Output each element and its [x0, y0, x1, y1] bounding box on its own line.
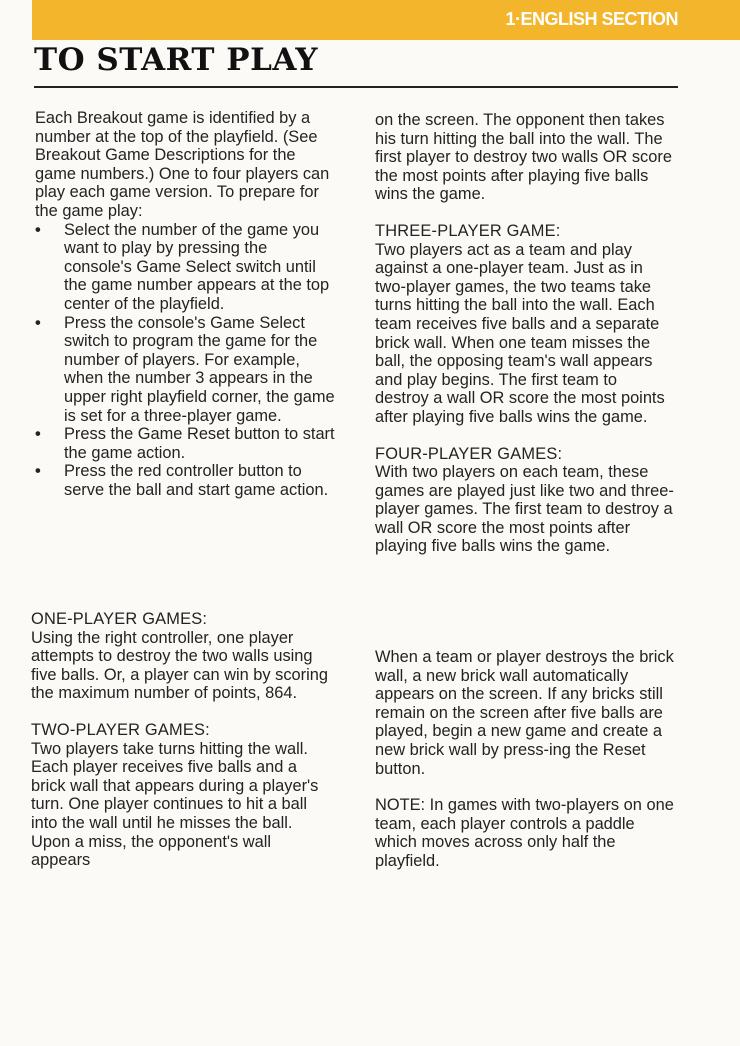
- page-title: TO START PLAY: [34, 42, 319, 78]
- one-player-heading: ONE-PLAYER GAMES:: [31, 610, 208, 628]
- new-wall-text: When a team or player destroys the brick wall, a new brick wall automatically appears on the screen. If any bricks still remain on the screen after five balls are played, begin a new game and create a new brick wall by press-ing the Reset button.: [375, 648, 674, 778]
- title-rule: [34, 86, 678, 88]
- intro-paragraph: Each Breakout game is identified by a number at the top of the playfield. (See Breakout Game Descriptions for the game numbers.) One to four players can play each game version. To prepare for the game play:: [35, 109, 330, 220]
- two-player-heading: TWO-PLAYER GAMES:: [31, 720, 210, 739]
- setup-steps-list: [35, 221, 335, 500]
- four-player-heading: FOUR-PLAYER GAMES:: [375, 444, 563, 463]
- section-label: 1·ENGLISH SECTION: [505, 9, 678, 29]
- two-player-continued: on the screen. The opponent then takes his turn hitting the ball into the wall. The first player to destroy two walls OR score the most points after playing five balls wins the game.: [375, 111, 672, 204]
- right-column-lower: [375, 648, 675, 871]
- note-paragraph: [375, 796, 675, 870]
- note-text: In games with two-players on one team, each player controls a paddle which moves across only half the playfield.: [375, 796, 674, 870]
- left-column-upper: [35, 109, 335, 499]
- right-column-upper: [375, 111, 675, 556]
- one-player-text: Using the right controller, one player attempts to destroy the two walls using five balls. Or, a player can win by scoring the maximum number of points, 864.: [31, 628, 328, 703]
- setup-step-1: • Select the number of the game you want to play by pressing the console's Game Select switch until the game number appears at the top center of the playfield.: [35, 221, 335, 314]
- four-player-text: With two players on each team, these games are played just like two and three-player games. The first team to destroy a wall OR score the most points after playing five balls wins the game.: [375, 463, 674, 556]
- three-player-heading: THREE-PLAYER GAME:: [375, 221, 561, 240]
- left-column-lower: [31, 610, 331, 870]
- note-label: NOTE:: [375, 796, 426, 815]
- setup-step-2: • Press the console's Game Select switch to program the game for the number of players. For example, when the number 3 appears in the upper right playfield corner, the game is set for a three-player game.: [35, 314, 335, 426]
- three-player-text: Two players act as a team and play against a one-player team. Just as in two-player games, the two teams take turns hitting the ball into the wall. Each team receives five balls and a separate brick wall. When one team misses the ball, the opposing team's wall appears and play begins. The first team to destroy a wall OR score the most points after playing five balls wins the game.: [375, 240, 665, 426]
- setup-step-4: • Press the red controller button to serve the ball and start game action.: [35, 462, 335, 499]
- two-player-text: Two players take turns hitting the wall. Each player receives five balls and a brick wall that appears during a player's turn. One player continues to hit a ball into the wall until he misses the ball. Upon a miss, the opponent's wall appears: [31, 739, 319, 870]
- setup-step-3: • Press the Game Reset button to start the game action.: [35, 425, 335, 462]
- header-band: [32, 0, 740, 40]
